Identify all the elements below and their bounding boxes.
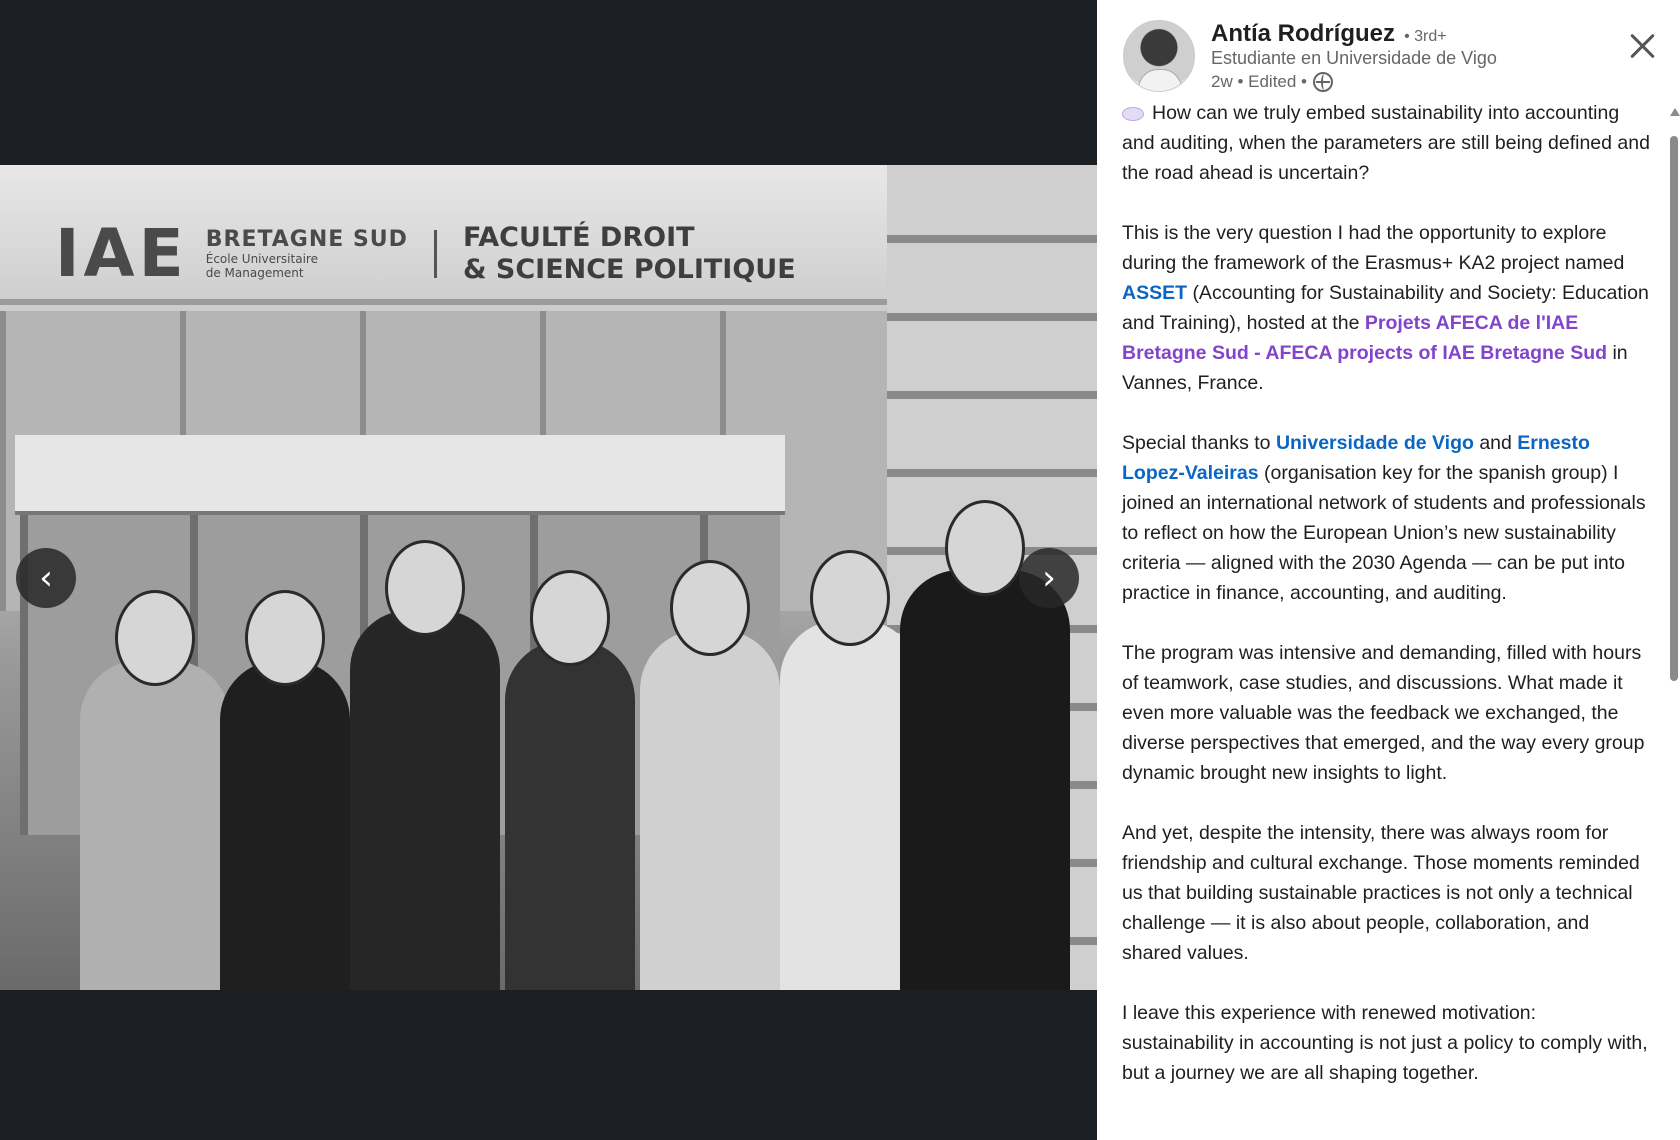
avatar-shirt (1138, 69, 1182, 92)
author-line (1211, 20, 1447, 48)
person-3 (350, 610, 500, 990)
paragraph-2-text-a: This is the very question I had the opportunity to explore during the framework of the Erasmus+ KA2 project named (1122, 222, 1625, 274)
paragraph-1-text: How can we truly embed sustainability into accounting and auditing, when the parameters are still being defined and the road ahead is uncertain? (1122, 102, 1650, 184)
person-4-head (530, 570, 610, 666)
next-image-button[interactable]: › (1019, 548, 1079, 608)
scrollbar[interactable] (1670, 108, 1680, 1140)
author-headline: Estudiante en Universidade de Vigo (1211, 48, 1497, 68)
paragraph-6: I leave this experience with renewed motivation: sustainability in accounting is not just a policy to comply with, but a journey we are all shaping together. (1122, 1002, 1648, 1084)
paragraph-3-text-a: Special thanks to (1122, 432, 1271, 454)
post-panel (1097, 0, 1680, 1140)
sign-school-sub-2: de Management (205, 266, 304, 280)
previous-image-button[interactable]: ‹ (16, 548, 76, 608)
building-sign (55, 215, 796, 292)
asset-link[interactable]: ASSET (1122, 282, 1188, 304)
person-2-head (245, 590, 325, 686)
person-4 (505, 640, 635, 990)
ernesto-lopez-valeiras-link[interactable]: Ernesto Lopez-Valeiras (1122, 432, 1590, 484)
paragraph-3-text-c: (organisation key for the spanish group) I joined an international network of students and professionals to reflect on how the European Union’s new sustainability criteria — aligned with the 2030 Agenda — can be put into practice in finance, accounting, and auditing. (1122, 462, 1646, 604)
sign-divider (434, 230, 437, 278)
globe-icon (1313, 72, 1333, 92)
person-2 (220, 660, 350, 990)
post-text (1122, 98, 1650, 1118)
sign-faculty (463, 222, 796, 286)
paragraph-2-text-c: in Vannes, France. (1122, 342, 1628, 394)
post-time-edited: 2w • Edited • (1211, 72, 1308, 91)
paragraph-3-text-b: and (1479, 432, 1512, 454)
person-3-head (385, 540, 465, 636)
person-7-head (945, 500, 1025, 596)
sign-logo: IAE (55, 215, 188, 292)
post-header (1123, 20, 1653, 100)
sign-faculty-line-1: FACULTÉ DROIT (462, 221, 695, 253)
author-name[interactable]: Antía Rodríguez (1211, 20, 1395, 47)
paragraph-4: The program was intensive and demanding, filled with hours of teamwork, case studies, and discussions. What made it even more valuable was the feedback we exchanged, the diverse perspectives that emerged, and the way every group dynamic brought new insights to light. (1122, 642, 1645, 784)
person-6 (780, 620, 920, 990)
person-5-head (670, 560, 750, 656)
sign-school (206, 227, 408, 280)
post-photo (0, 165, 1097, 990)
person-1-head (115, 590, 195, 686)
close-button[interactable] (1624, 28, 1660, 64)
sign-faculty-line-2: & SCIENCE POLITIQUE (462, 253, 796, 285)
avatar[interactable] (1123, 20, 1195, 92)
paragraph-5: And yet, despite the intensity, there was always room for friendship and cultural exchange. Those moments reminded us that building sustainable practices is not only a technical challenge — it is also about people, collaboration, and shared values. (1122, 822, 1640, 964)
sign-school-sub-1: École Universitaire (205, 252, 318, 266)
post-meta (1211, 72, 1333, 92)
group-of-people (60, 510, 1090, 990)
connection-degree: • 3rd+ (1404, 28, 1447, 45)
paragraph-3 (1122, 428, 1650, 608)
person-6-head (810, 550, 890, 646)
person-1 (80, 660, 230, 990)
scroll-thumb[interactable] (1670, 136, 1678, 681)
paragraph-2-text-b: (Accounting for Sustainability and Society: Education and Training), hosted at the (1122, 282, 1649, 334)
sign-school-name: BRETAGNE SUD (205, 227, 408, 252)
thought-bubble-icon (1122, 107, 1144, 121)
entrance-canopy (15, 435, 785, 515)
afeca-projects-link[interactable]: Projets AFECA de l'IAE Bretagne Sud - AFECA projects of IAE Bretagne Sud (1122, 312, 1608, 364)
paragraph-2 (1122, 218, 1650, 398)
person-5 (640, 630, 780, 990)
scroll-up-arrow[interactable] (1670, 108, 1680, 116)
universidade-de-vigo-link[interactable]: Universidade de Vigo (1275, 432, 1474, 454)
person-7 (900, 570, 1070, 990)
paragraph-1 (1122, 98, 1650, 188)
